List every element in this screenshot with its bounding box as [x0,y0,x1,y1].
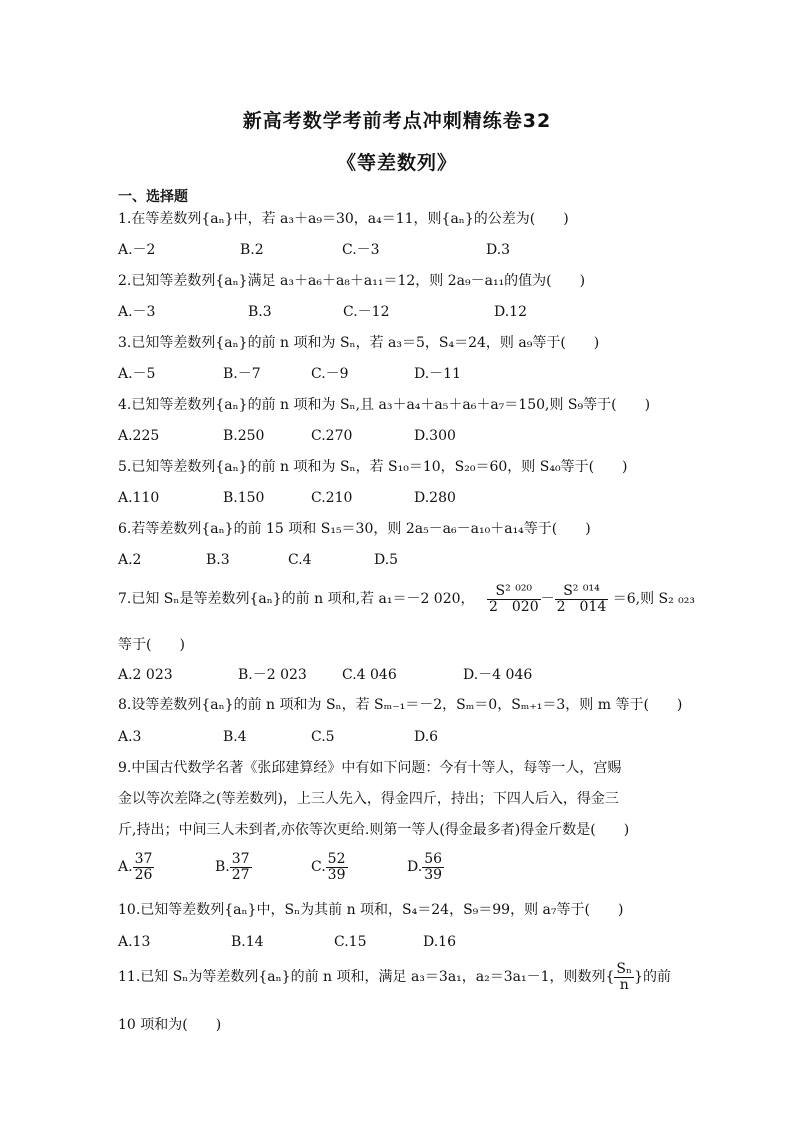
option-b: B.－7 [223,366,261,382]
option-c: C.4 [288,552,312,568]
document-title: 新高考数学考前考点冲刺精练卷32 [242,110,552,132]
option-c: C.－9 [311,366,349,382]
fraction-numerator: 37 [134,851,153,867]
option-c: C.5 [311,729,335,745]
option-d [407,852,444,882]
question-9-line-1: 9.中国古代数学名著《张邱建算经》中有如下问题：今有十等人，每等一人，宫赐 [118,760,622,776]
option-a: A.－5 [118,366,156,382]
option-label: A. [118,859,133,876]
option-d: D.6 [414,729,439,745]
question-4: 4.已知等差数列{aₙ}的前 n 项和为 Sₙ,且 a₃＋a₄＋a₅＋a₆＋a₇＝150,则 S₉等于( ) [118,397,651,413]
question-9-line-3: 斤,持出；中间三人未到者,亦依等次更给.则第一等人(得金最多者)得金斤数是( ) [118,822,630,838]
question-6: 6.若等差数列{aₙ}的前 15 项和 S₁₅＝30，则 2a₅－a₆－a₁₀＋a₁₄等于( ) [118,521,591,537]
fraction-denominator: 2 014 [556,598,607,615]
fraction-numerator: 56 [424,851,443,867]
section-heading: 一、选择题 [118,189,188,205]
question-3: 3.已知等差数列{aₙ}的前 n 项和为 Sₙ，若 a₃＝5，S₄＝24，则 a₉等于( ) [118,335,600,351]
option-b: B.14 [231,934,264,950]
option-b: B.3 [248,304,272,320]
option-label: B. [215,859,230,876]
option-d: D.5 [374,552,399,568]
option-a: A.110 [118,490,160,506]
fraction-denominator: 39 [424,866,443,883]
option-label: D. [407,859,423,876]
question-1: 1.在等差数列{aₙ}中，若 a₃＋a₉＝30，a₄＝11，则{aₙ}的公差为( ) [118,211,569,227]
option-d: D.12 [494,304,527,320]
document-subtitle: 《等差数列》 [336,152,457,174]
option-b [215,852,252,882]
question-8: 8.设等差数列{aₙ}的前 n 项和为 Sₙ，若 Sₘ₋₁＝－2，Sₘ＝0，Sₘ₊₁＝3，则 m 等于( ) [118,697,683,713]
fraction-s2020 [487,584,541,614]
option-d: D.16 [423,934,456,950]
option-label: C. [311,859,326,876]
option-c: C.270 [311,428,353,444]
option-fraction [326,852,348,882]
option-a: A.－3 [118,304,156,320]
question-11-text-b: }的前 [634,969,671,986]
option-a [118,852,154,882]
fraction-sn-over-n [614,962,634,992]
question-7-continued: 等于( ) [118,637,185,653]
option-c: C.－12 [343,304,390,320]
fraction-denominator: 26 [134,866,153,883]
option-fraction [133,852,155,882]
option-d: D.300 [414,428,456,444]
question-10: 10.已知等差数列{aₙ}中，Sₙ为其前 n 项和，S₄＝24，S₉＝99，则 a₇等于( ) [118,902,624,918]
fraction-numerator: Sₙ [616,961,633,977]
fraction-s2014 [555,584,609,614]
option-c: C.4 046 [342,667,397,683]
fraction-denominator: 27 [231,866,250,883]
option-d: D.3 [486,242,511,258]
fraction-denominator: 2 020 [488,598,539,615]
option-fraction [422,852,444,882]
fraction-numerator: S² ⁰¹⁴ [555,584,609,600]
fraction-numerator: S² ⁰²⁰ [487,584,541,600]
option-d: D.－11 [414,366,461,382]
option-a: A.－2 [118,242,156,258]
option-c [311,852,348,882]
option-c: C.15 [334,934,367,950]
option-d: D.－4 046 [463,667,533,683]
fraction-denominator: 39 [327,866,346,883]
question-11-text-a: 11.已知 Sₙ为等差数列{aₙ}的前 n 项和，满足 a₃＝3a₁，a₂＝3a₁－1，则数列{ [118,969,615,986]
question-9-line-2: 金以等次差降之(等差数列)，上三人先入，得金四斤，持出；下四人后入，得金三 [118,791,619,807]
option-b: B.150 [223,490,265,506]
option-b: B.250 [223,428,265,444]
option-a: A.3 [118,729,142,745]
option-a: A.13 [118,934,151,950]
question-2: 2.已知等差数列{aₙ}满足 a₃＋a₆＋a₈＋a₁₁＝12，则 2a₉－a₁₁的值为( ) [118,273,586,289]
option-b: B.－2 023 [238,667,307,683]
option-b: B.2 [240,242,264,258]
fraction-numerator: 37 [231,851,250,867]
question-5: 5.已知等差数列{aₙ}的前 n 项和为 Sₙ，若 S₁₀＝10，S₂₀＝60，则 S₄₀等于( ) [118,459,628,475]
question-11 [118,962,671,1006]
question-7: 7.已知 Sₙ是等差数列{aₙ}的前 n 项和,若 a₁＝－2 020， $\frac{\text{S² ⁰²⁰}}{2 020}$ － $\frac{\text{S² ⁰¹⁴}}{2 014}$ ＝6,则 S₂ ₀₂₃ [118,583,696,615]
question-7-text-b: ＝6,则 S₂ ₀₂₃ [612,591,696,608]
option-b: B.3 [206,552,230,568]
option-a: A.225 [118,428,160,444]
option-c: C.210 [311,490,353,506]
fraction-denominator: n [619,976,629,993]
question-11-continued: 10 项和为( ) [118,1017,222,1033]
fraction-numerator: 52 [327,851,346,867]
option-a: A.2 023 [118,667,173,683]
question-7-text-a: 7.已知 Sₙ是等差数列{aₙ}的前 n 项和,若 a₁＝－2 020， [118,591,475,608]
option-a: A.2 [118,552,142,568]
option-b: B.4 [223,729,247,745]
option-fraction [230,852,252,882]
option-c: C.－3 [342,242,380,258]
option-d: D.280 [414,490,456,506]
